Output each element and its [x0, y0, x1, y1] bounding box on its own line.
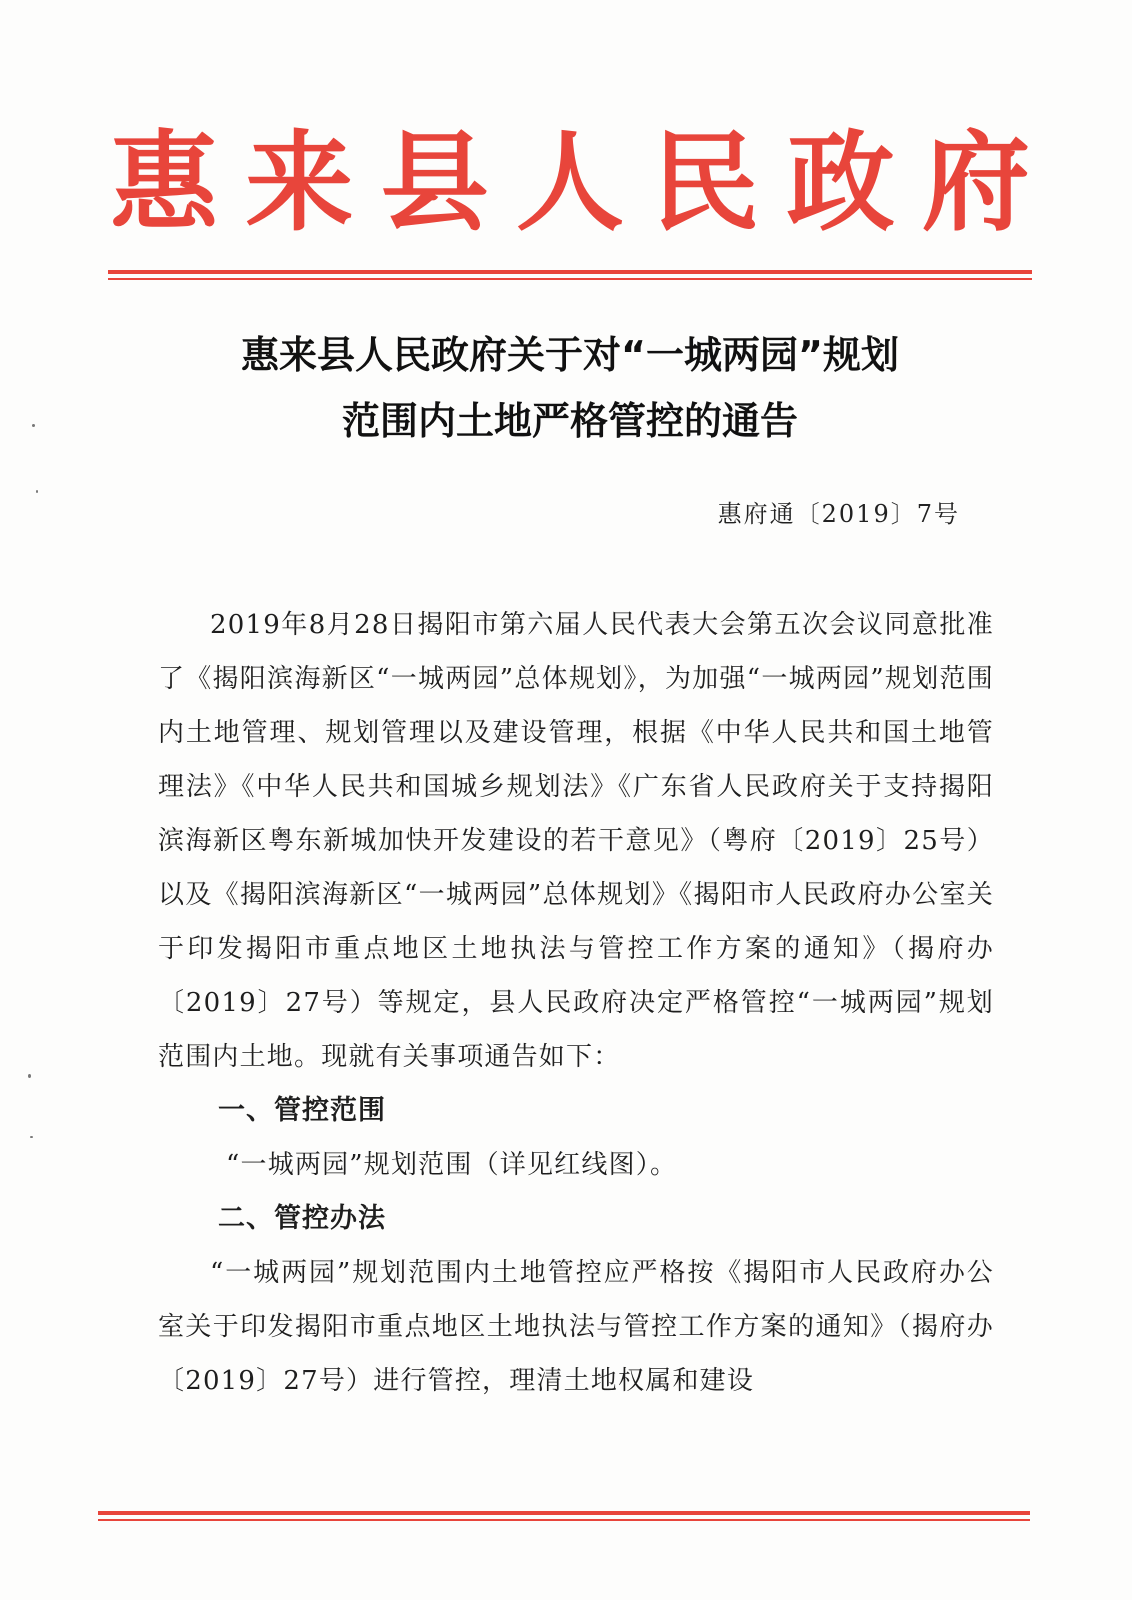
scan-speck	[32, 424, 35, 427]
header-red-rule-thick	[108, 270, 1032, 274]
section-text-methods: “一城两园”规划范围内土地管控应严格按《揭阳市人民政府办公室关于印发揭阳市重点地区土地执法与管控工作方案的通知》（揭府办〔2019〕27号）进行管控，理清土地权属和建设	[158, 1258, 994, 1396]
document-title-line-1: 惠来县人民政府关于对“一城两园”规划	[241, 333, 899, 377]
masthead-char: 县	[380, 120, 489, 246]
document-number: 惠府通〔2019〕7号	[717, 500, 960, 528]
scan-speck	[28, 1074, 31, 1078]
intro-paragraph: 2019年8月28日揭阳市第六届人民代表大会第五次会议同意批准了《揭阳滨海新区“一城两园”总体规划》，为加强“一城两园”规划范围内土地管理、规划管理以及建设管理，根据《中华人民共和国土地管理法》《中华人民共和国城乡规划法》《广东省人民政府关于支持揭阳滨海新区粤东新城加快开发建设的若干意见》（粤府〔2019〕25号）以及《揭阳滨海新区“一城两园”总体规划》《揭阳市人民政府办公室关于印发揭阳市重点地区土地执法与管控工作方案的通知》（揭府办〔2019〕27号）等规定，县人民政府决定严格管控“一城两园”规划范围内土地。现就有关事项通告如下：	[158, 610, 994, 1072]
masthead-char: 民	[651, 120, 760, 246]
section-text-scope: “一城两园”规划范围（详见红线图）。	[226, 1150, 678, 1180]
masthead-char: 惠	[110, 120, 219, 246]
footer-red-rule-thick	[98, 1511, 1030, 1515]
section-heading-methods: 二、管控办法	[218, 1203, 386, 1234]
masthead-char: 府	[921, 120, 1030, 246]
masthead-char: 人	[515, 120, 624, 246]
masthead-red-header	[110, 118, 1030, 248]
document-body	[158, 598, 994, 1408]
masthead-char: 来	[245, 120, 354, 246]
header-red-rule-thin	[108, 278, 1032, 280]
section-heading-scope: 一、管控范围	[218, 1095, 386, 1126]
scan-speck	[36, 490, 38, 493]
document-title-line-2: 范围内土地严格管控的通告	[341, 399, 798, 443]
scan-speck	[30, 1136, 33, 1138]
footer-red-rule-thin	[98, 1519, 1030, 1521]
masthead-char: 政	[786, 120, 895, 246]
